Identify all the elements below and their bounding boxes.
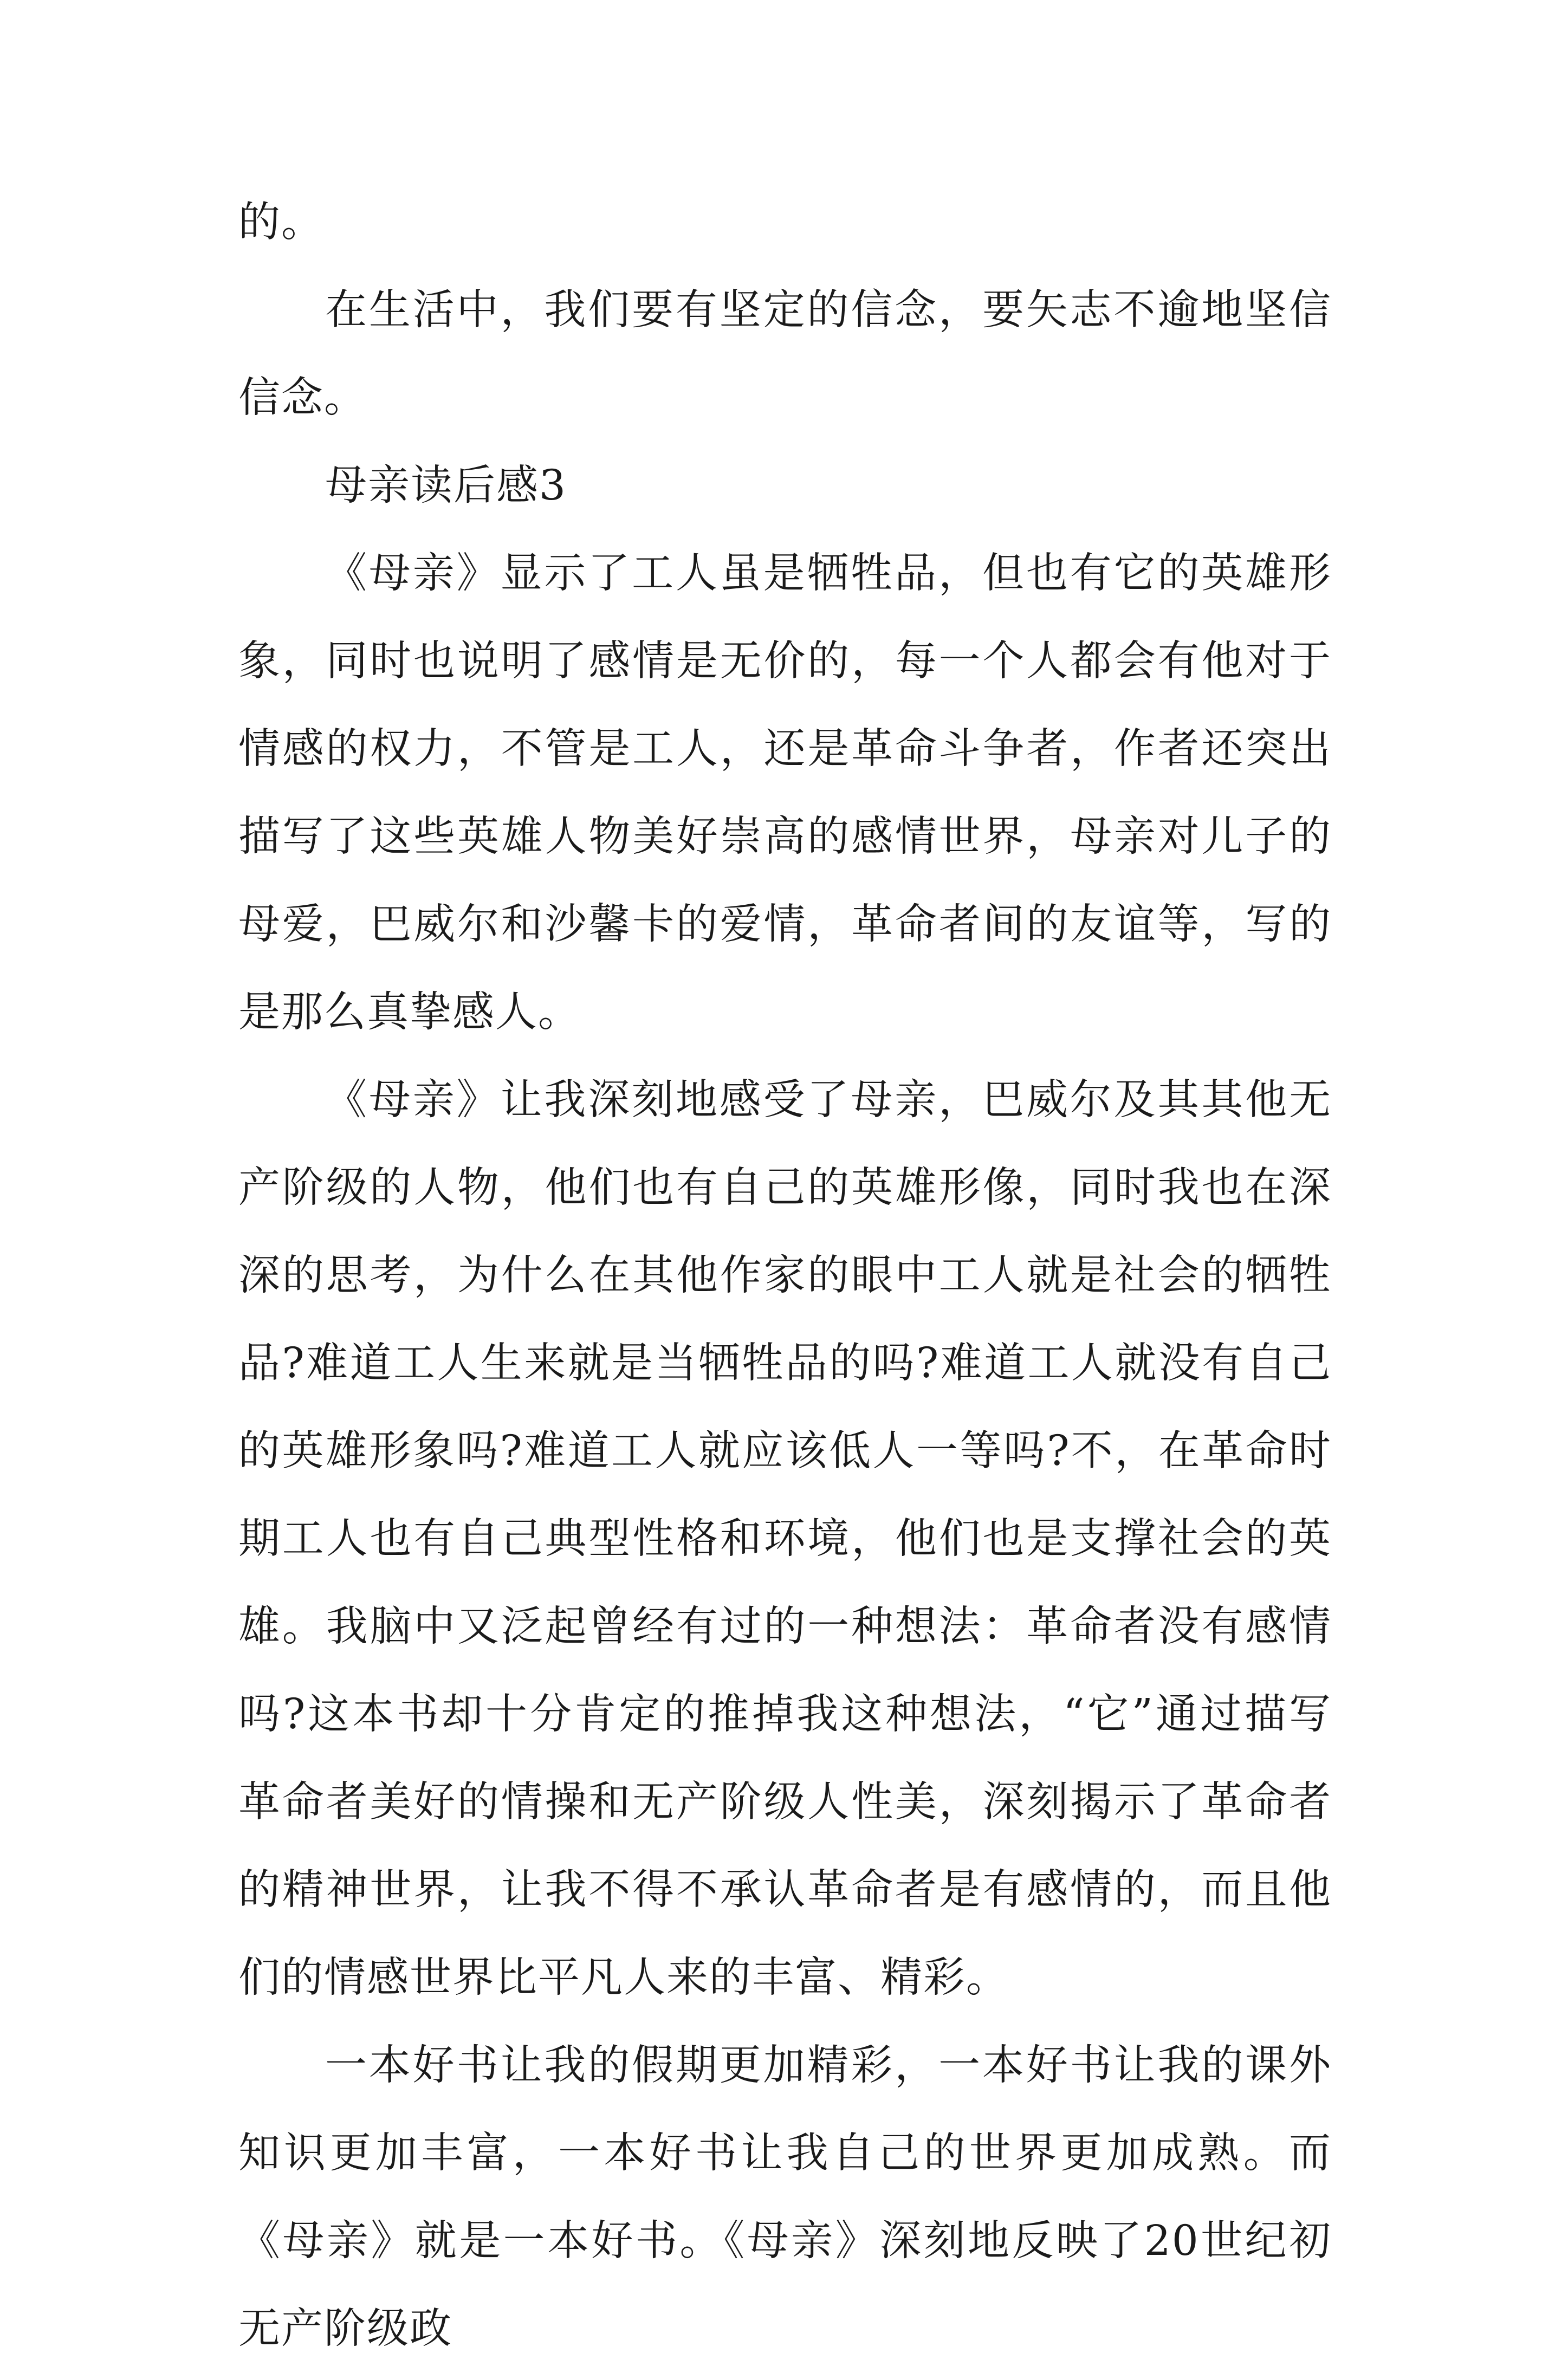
paragraph-belief: 在生活中，我们要有坚定的信念，要矢志不逾地坚信信念。	[238, 286, 1332, 422]
paragraph-continuation: 的。	[238, 198, 324, 247]
document-body	[238, 179, 1332, 2373]
paragraph-heroes: 《母亲》显示了工人虽是牺牲品，但也有它的英雄形象，同时也说明了感情是无价的，每一个人都会有他对于情感的权力，不管是工人，还是革命斗争者，作者还突出描写了这些英雄人物美好崇高的感情世界，母亲对儿子的母爱，巴威尔和沙馨卡的爱情，革命者间的友谊等，写的是那么真挚感人。	[238, 549, 1332, 1036]
paragraph-reflection: 《母亲》让我深刻地感受了母亲，巴威尔及其其他无产阶级的人物，他们也有自己的英雄形像，同时我也在深深的思考，为什么在其他作家的眼中工人就是社会的牺牲品?难道工人生来就是当牺牲品的吗?难道工人就没有自己的英雄形象吗?难道工人就应该低人一等吗?不，在革命时期工人也有自己典型性格和环境，他们也是支撑社会的英雄。我脑中又泛起曾经有过的一种想法：革命者没有感情吗?这本书却十分肯定的推掉我这种想法，“它”通过描写革命者美好的情操和无产阶级人性美，深刻揭示了革命者的精神世界，让我不得不承认革命者是有感情的，而且他们的情感世界比平凡人来的丰富、精彩。	[238, 1076, 1332, 2002]
section-heading: 母亲读后感3	[325, 462, 567, 510]
paragraph-good-book: 一本好书让我的假期更加精彩，一本好书让我的课外知识更加丰富，一本好书让我自己的世界更加成熟。而《母亲》就是一本好书。《母亲》深刻地反映了20世纪初无产阶级政	[238, 2041, 1332, 2353]
